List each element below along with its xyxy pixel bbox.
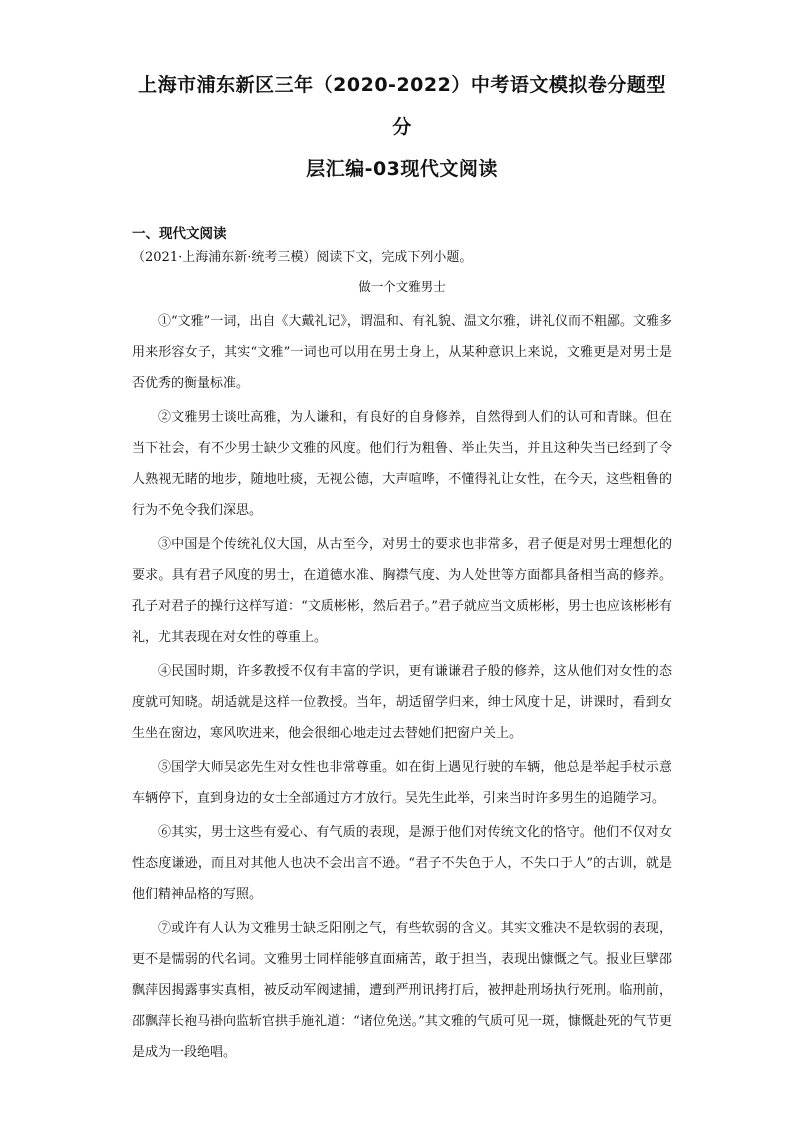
paragraph-4: ④民国时期，许多教授不仅有丰富的学识，更有谦谦君子般的修养，这从他们对女性的态度就可知晓。胡适就是这样一位教授。当年，胡适留学归来，绅士风度十足，讲课时，看到女生坐在窗边，寒风吹进来，他会很细心地走过去替她们把窗户关上。 [132, 664, 672, 741]
paragraph-1: ①“文雅”一词，出自《大戴礼记》，谓温和、有礼貌、温文尔雅，讲礼仪而不粗鄙。文雅多用来形容女子，其实“文雅”一词也可以用在男士身上，从某种意识上来说，文雅更是对男士是否优秀的衡量标准。 [132, 314, 672, 391]
document-title-line-1: 上海市浦东新区三年（2020-2022）中考语文模拟卷分题型分 [138, 74, 666, 138]
paragraph-3: ③中国是个传统礼仪大国，从古至今，对男士的要求也非常多，君子便是对男士理想化的要求。具有君子风度的男士，在道德水准、胸襟气度、为人处世等方面都具备相当高的修养。孔子对君子的操行这样写道：“文质彬彬，然后君子。”君子就应当文质彬彬，男士也应该彬彬有礼，尤其表现在对女性的尊重上。 [132, 537, 672, 645]
document-title [132, 64, 672, 190]
paragraph-5: ⑤国学大师吴宓先生对女性也非常尊重。如在街上遇见行驶的车辆，他总是举起手杖示意车辆停下，直到身边的女士全部通过方才放行。吴先生此举，引来当时许多男生的追随学习。 [132, 760, 672, 806]
paragraph-2: ②文雅男士谈吐高雅，为人谦和，有良好的自身修养，自然得到人们的认可和青睐。但在当下社会，有不少男士缺少文雅的风度。他们行为粗鲁、举止失当，并且这种失当已经到了令人熟视无睹的地步，随地吐痰，无视公德，大声喧哗，不懂得礼让女性，在今天，这些粗鲁的行为不免令我们深思。 [132, 410, 672, 518]
section-heading: 一、现代文阅读 [132, 226, 227, 242]
paragraph-6: ⑥其实，男士这些有爱心、有气质的表现，是源于他们对传统文化的恪守。他们不仅对女性态度谦逊，而且对其他人也决不会出言不逊。“君子不失色于人，不失口于人”的古训，就是他们精神品格的写照。 [132, 825, 672, 902]
article-body [132, 306, 672, 1068]
paragraph-7: ⑦或许有人认为文雅男士缺乏阳刚之气，有些软弱的含义。其实文雅决不是软弱的表现，更不是懦弱的代名词。文雅男士同样能够直面痛苦，敢于担当，表现出慷慨之气。报业巨擘邵飘萍因揭露事实真相，被反动军阀逮捕，遭到严刑讯拷打后，被押赴刑场执行死刑。临刑前，邵飘萍长袍马褂向监斩官拱手施礼道：“诸位免送。”其文雅的气质可见一斑，慷慨赴死的气节更是成为一段绝唱。 [132, 921, 672, 1060]
source-line: （2021·上海浦东新·统考三模）阅读下文，完成下列小题。 [132, 250, 473, 265]
article-title: 做一个文雅男士 [358, 279, 446, 294]
document-title-line-2: 层汇编-03现代文阅读 [306, 158, 498, 180]
